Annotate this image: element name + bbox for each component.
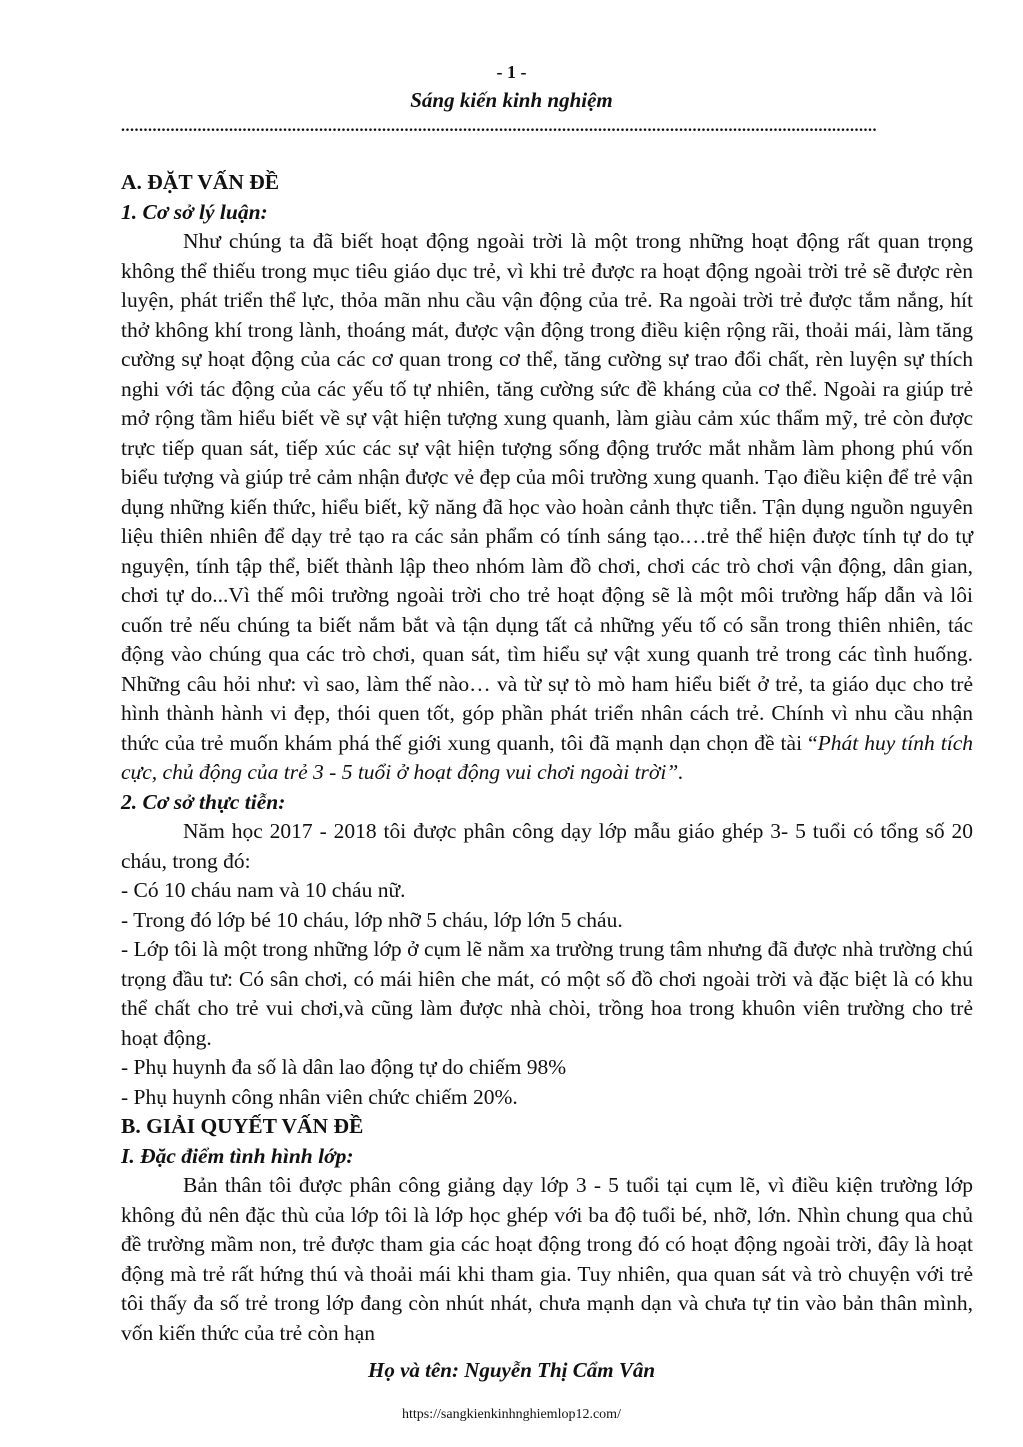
footer-url[interactable]: https://sangkienkinhnghiemlop12.com/ xyxy=(402,1407,621,1422)
subsection-1-heading: 1. Cơ sở lý luận: xyxy=(121,199,268,224)
footer-author: Họ và tên: Nguyễn Thị Cẩm Vân xyxy=(367,1358,656,1382)
section-b-heading: B. GIẢI QUYẾT VẤN ĐỀ xyxy=(121,1114,364,1138)
paragraph-practice: Năm học 2017 - 2018 tôi được phân công dạy lớp mẫu giáo ghép 3- 5 tuổi có tổng số 20 cháu, trong đó: xyxy=(121,819,973,873)
bullet-2: - Trong đó lớp bé 10 cháu, lớp nhỡ 5 cháu, lớp lớn 5 cháu. xyxy=(121,907,623,932)
paragraph-theory-text: Như chúng ta đã biết hoạt động ngoài trời là một trong những hoạt động rất quan trọng không thể thiếu trong mục tiêu giáo dục trẻ, vì khi trẻ được ra hoạt động ngoài trời trẻ sẽ được rèn luyện, phát triển thể lực, thỏa mãn nhu cầu vận động của trẻ. Ra ngoài trời trẻ được tắm nắng, hít thở không khí trong lành, thoáng mát, được vận động trong điều kiện rộng rãi, thoải mái, làm tăng cường sự hoạt động của các cơ quan trong cơ thể, tăng cường sự trao đổi chất, rèn luyện sự thích nghi với tác động của các yếu tố tự nhiên, tăng cường sức đề kháng của cơ thể. Ngoài ra giúp trẻ mở rộng tầm hiểu biết về sự vật hiện tượng xung quanh, làm giàu cảm xúc thẩm mỹ, trẻ còn được trực tiếp quan sát, tiếp xúc các sự vật hiện tượng sống động trước mắt nhằm làm phong phú vốn biểu tượng và giúp trẻ cảm nhận được vẻ đẹp của môi trường xung quanh. Tạo điều kiện để trẻ vận dụng những kiến thức, hiểu biết, kỹ năng đã học vào hoàn cảnh thực tiễn. Tận dụng nguồn nguyên liệu thiên nhiên để dạy trẻ tạo ra các sản phẩm có tính sáng tạo.…trẻ thể hiện được tính tự do tự nguyện, tính tập thể, biết thành lập theo nhóm làm đồ chơi, chơi các trò chơi vận động, dân gian, chơi tự do...Vì thế môi trường ngoài trời cho trẻ hoạt động sẽ là một môi trường hấp dẫn và lôi cuốn trẻ nếu chúng ta biết nắm bắt và tận dụng tất cả những yếu tố có sẵn trong thiên nhiên, tác động vào chúng qua các trò chơi, quan sát, tìm hiểu sự vật xung quanh trẻ trong các tình huống. Những câu hỏi như: vì sao, làm thế nào… và từ sự tò mò ham hiểu biết ở trẻ, ta giáo dục cho trẻ hình thành hành vi đẹp, thói quen tốt, góp phần phát triển nhân cách trẻ. Chính vì nhu cầu nhận thức của trẻ muốn khám phá thế giới xung quanh, tôi đã mạnh dạn chọn đề tài “ xyxy=(121,229,973,755)
bullet-5: - Phụ huynh công nhân viên chức chiếm 20%. xyxy=(121,1084,518,1109)
page-number: - 1 - xyxy=(496,62,527,82)
section-a-heading: A. ĐẶT VẤN ĐỀ xyxy=(121,170,280,194)
bullet-4: - Phụ huynh đa số là dân lao động tự do chiếm 98% xyxy=(121,1055,567,1079)
topic-title: Phát huy tính tích cực, chủ động của trẻ 3 - 5 tuổi ở hoạt động vui chơi ngoài trời”. xyxy=(121,730,973,784)
header-title: Sáng kiến kinh nghiệm xyxy=(410,88,613,112)
subsection-i-heading: I. Đặc điểm tình hình lớp: xyxy=(121,1143,354,1168)
document-body xyxy=(121,168,973,1348)
bullet-3: - Lớp tôi là một trong những lớp ở cụm lẽ nằm xa trường trung tâm nhưng đã được nhà trường chú trọng đầu tư: Có sân chơi, có mái hiên che mát, có một số đồ chơi ngoài trời và đặc biệt là có khu thể chất cho trẻ vui chơi,và cũng làm được nhà chòi, trồng hoa trong khuôn viên trường cho trẻ hoạt động. xyxy=(121,937,973,1050)
bullet-1: - Có 10 cháu nam và 10 cháu nữ. xyxy=(121,878,406,902)
paragraph-theory xyxy=(121,227,973,788)
header-dotted-rule: ........................................................................................................................................................................ xyxy=(121,118,877,135)
subsection-2-heading: 2. Cơ sở thực tiễn: xyxy=(121,789,286,814)
paragraph-class-situation: Bản thân tôi được phân công giảng dạy lớp 3 - 5 tuổi tại cụm lẽ, vì điều kiện trường lớp không đủ nên đặc thù của lớp tôi là lớp học ghép với ba độ tuổi bé, nhỡ, lớn. Nhìn chung qua chủ đề trường mầm non, trẻ được tham gia các hoạt động trong đó có hoạt động ngoài trời, đây là hoạt động mà trẻ rất hứng thú và thoải mái khi tham gia. Tuy nhiên, qua quan sát và trò chuyện với trẻ tôi thấy đa số trẻ trong lớp đang còn nhút nhát, chưa mạnh dạn và chưa tự tin vào bản thân mình, vốn kiến thức của trẻ còn hạn xyxy=(121,1173,973,1345)
